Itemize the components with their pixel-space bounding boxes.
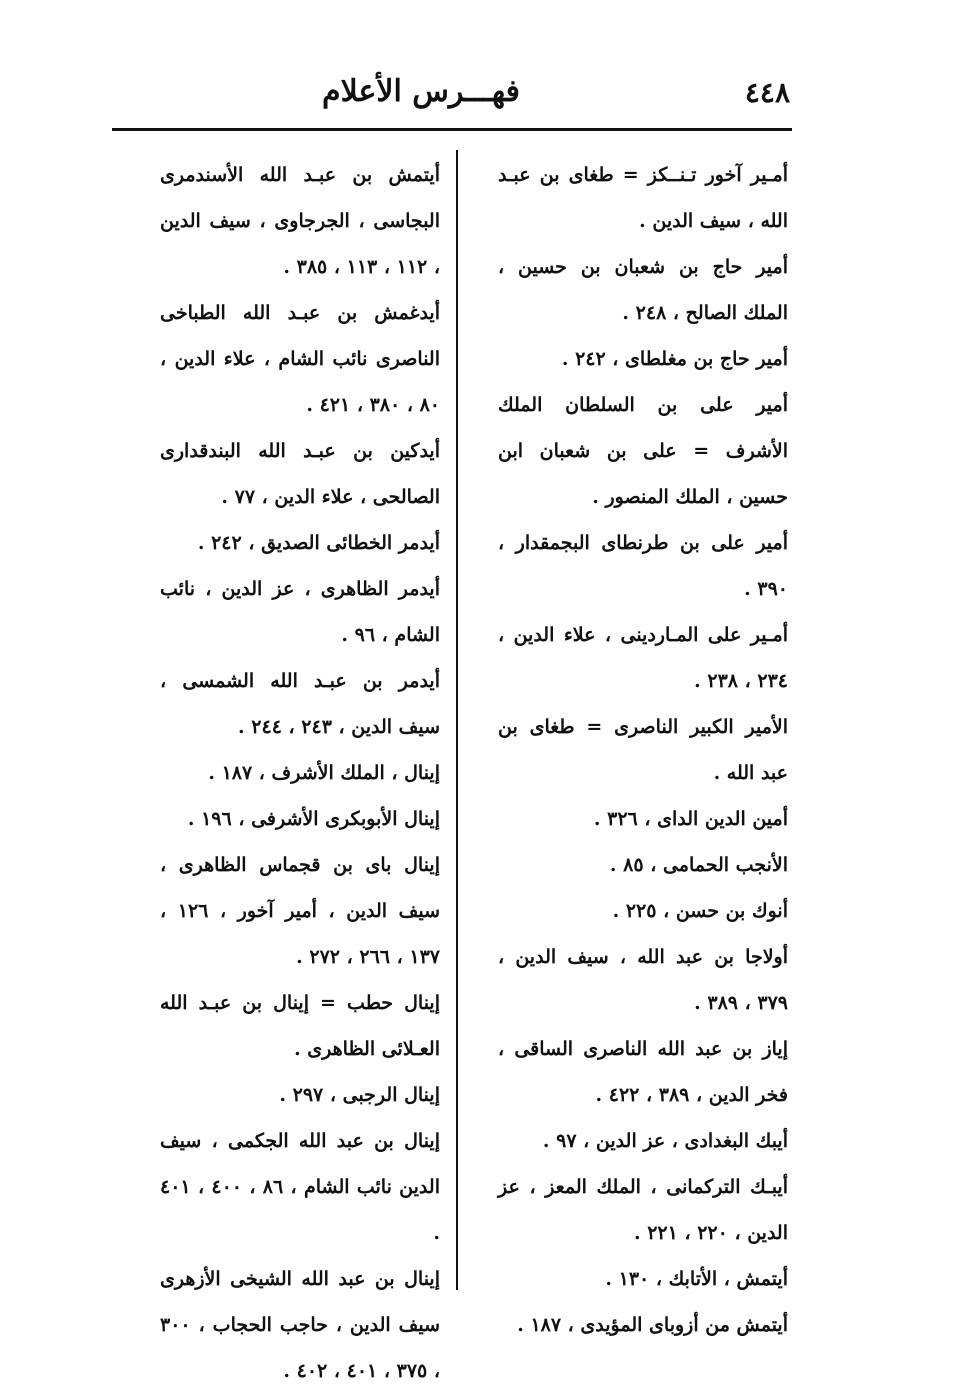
index-entry: إينال باى بن قجماس الظاهرى ، سيف الدين ، أمير آخور ، ١٢٦ ، ١٣٧ ، ٢٦٦ ، ٢٧٢ . [160,854,440,968]
index-entry: أمير على بن السلطان الملك الأشرف = على بن شعبان ابن حسين ، الملك المنصور . [498,394,788,508]
index-entry: أمين الدين الداى ، ٣٢٦ . [593,808,788,830]
index-entry: إينال الأبوبكرى الأشرفى ، ١٩٦ . [187,808,440,830]
page-number: ٤٤٨ [744,76,790,109]
index-entry: إينال بن عبد الله الجكمى ، سيف الدين نائب الشام ، ٨٦ ، ٤٠٠ ، ٤٠١ . [160,1130,440,1244]
index-entry: أمير حاج بن مغلطاى ، ٢٤٢ . [561,348,788,370]
index-entry: أيتمش ، الأتابك ، ١٣٠ . [605,1268,788,1290]
index-entry: أيدمر الظاهرى ، عز الدين ، نائب الشام ، ٩٦ . [160,578,440,646]
index-entry: أمـير على المـاردينى ، علاء الدين ، ٢٣٤ ، ٢٣٨ . [498,624,788,692]
index-entry: أيدغمش بن عبـد الله الطباخى الناصرى نائب الشام ، علاء الدين ، ٨٠ ، ٣٨٠ ، ٤٢١ . [160,302,440,416]
index-entry: إينال بن عبد الله الشيخى الأزهرى سيف الدين ، حاجب الحجاب ، ٣٠٠ ، ٣٧٥ ، ٤٠١ ، ٤٠٢ . [160,1268,440,1382]
index-entry: أنوك بن حسن ، ٢٢٥ . [612,900,788,922]
index-entry: أيدمر بن عبـد الله الشمسى ، سيف الدين ، ٢٤٣ ، ٢٤٤ . [160,670,440,738]
index-entry: إينال ، الملك الأشرف ، ١٨٧ . [208,762,440,784]
index-entry: الأنجب الحمامى ، ٨٥ . [609,854,788,876]
right-column [468,152,788,1336]
index-entry: أمير على بن طرنطاى البجمقدار ، ٣٩٠ . [498,532,788,600]
index-entry: أمـير آخور تـنــكز = طغاى بن عبـد الله ، سيف الدين . [498,164,788,232]
left-column [130,152,440,1382]
index-entry: إينال حطب = إينال بن عبـد الله العـلائى الظاهرى . [160,992,440,1060]
index-entry: أيدمر الخطائى الصديق ، ٢٤٢ . [197,532,440,554]
column-divider [456,150,458,1290]
index-entry: أيبك البغدادى ، عز الدين ، ٩٧ . [542,1130,788,1152]
index-entry: أولاجا بن عبد الله ، سيف الدين ، ٣٧٩ ، ٣٨٩ . [498,946,788,1014]
index-entry: الأمير الكبير الناصرى = طغاى بن عبد الله . [498,716,788,784]
index-entry: أيتمش بن عبـد الله الأسندمرى البجاسى ، الجرجاوى ، سيف الدين ، ١١٢ ، ١١٣ ، ٣٨٥ . [160,164,440,278]
index-entry: أمير حاج بن شعبان بن حسين ، الملك الصالح ، ٢٤٨ . [498,256,788,324]
index-entry: إينال الرجبى ، ٢٩٧ . [279,1084,440,1106]
index-entry: أيدكين بن عبـد الله البندقدارى الصالحى ، علاء الدين ، ٧٧ . [160,440,440,508]
header-rule [112,128,792,131]
index-entry: إياز بن عبد الله الناصرى الساقى ، فخر الدين ، ٣٨٩ ، ٤٢٢ . [498,1038,788,1106]
index-entry: أيتمش من أزوباى المؤيدى ، ١٨٧ . [517,1314,788,1336]
page-header [110,70,790,130]
index-entry: أيبـك التركمانى ، الملك المعز ، عز الدين ، ٢٢٠ ، ٢٢١ . [498,1176,788,1244]
running-title: فهـــرس الأعلام [322,74,520,109]
